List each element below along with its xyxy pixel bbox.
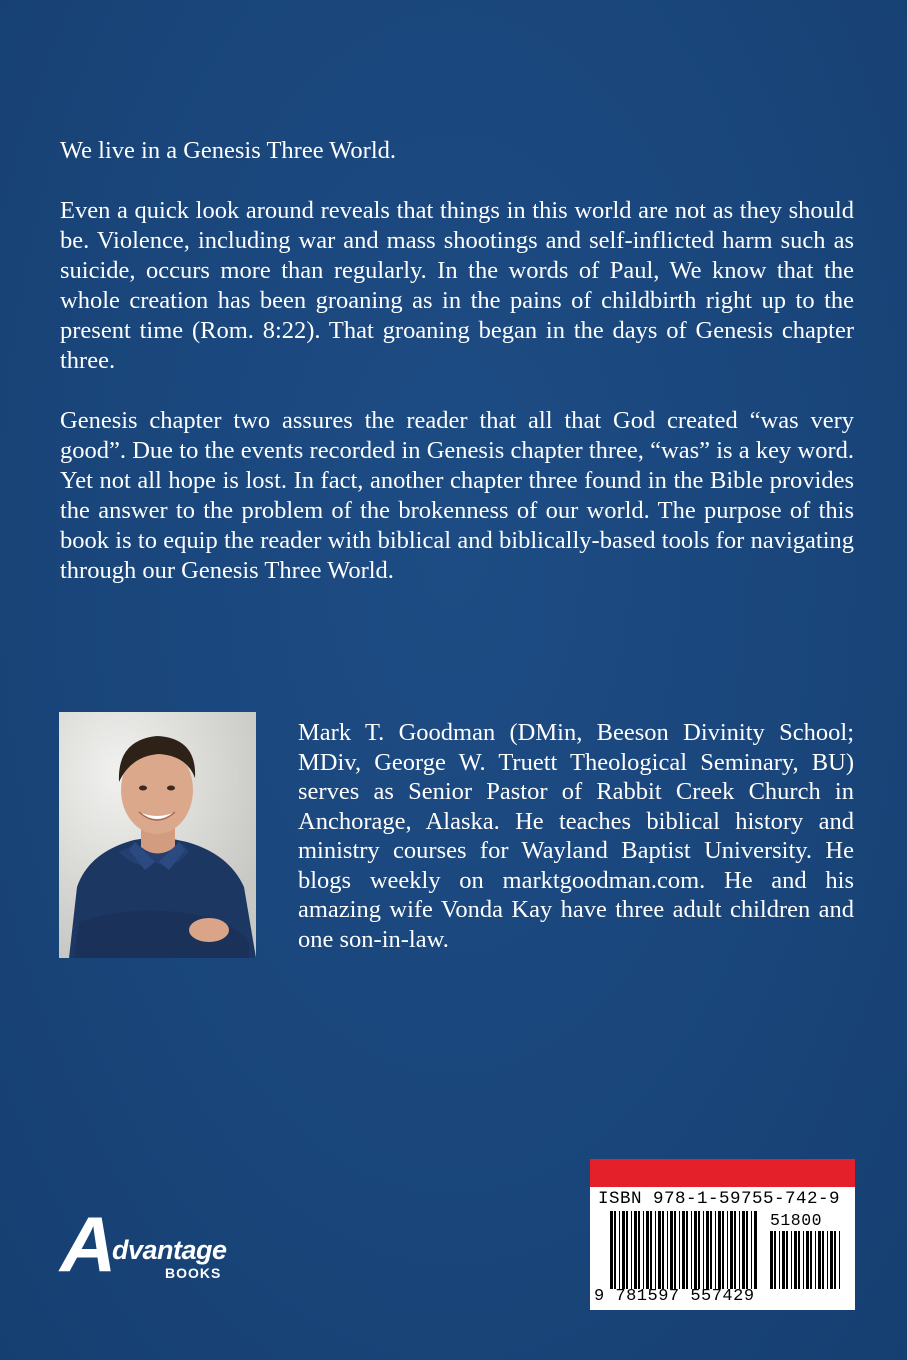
barcode-bar bbox=[691, 1211, 692, 1289]
barcode-bar bbox=[815, 1231, 816, 1289]
barcode-bar bbox=[839, 1231, 840, 1289]
barcode-bar bbox=[834, 1231, 836, 1289]
barcode-bar bbox=[643, 1211, 644, 1289]
barcode-bar bbox=[646, 1211, 649, 1289]
barcode-bar bbox=[674, 1211, 676, 1289]
barcode-bar bbox=[610, 1211, 613, 1289]
barcode-bar bbox=[730, 1211, 733, 1289]
author-photo bbox=[59, 712, 256, 958]
barcode-band bbox=[590, 1159, 855, 1187]
barcode-bar bbox=[810, 1231, 812, 1289]
barcode-bar bbox=[682, 1211, 685, 1289]
logo-sub: BOOKS bbox=[165, 1265, 222, 1281]
barcode-bar bbox=[774, 1231, 776, 1289]
barcode-bar bbox=[706, 1211, 709, 1289]
barcode-bar bbox=[686, 1211, 688, 1289]
barcode-bar bbox=[830, 1231, 833, 1289]
barcode-bar bbox=[739, 1211, 740, 1289]
barcode-bar bbox=[791, 1231, 792, 1289]
barcode-bar bbox=[655, 1211, 656, 1289]
barcode-bar bbox=[827, 1231, 828, 1289]
price-code: 51800 bbox=[770, 1211, 823, 1230]
barcode-bar bbox=[703, 1211, 704, 1289]
barcode-bar bbox=[718, 1211, 721, 1289]
barcode-bar bbox=[622, 1211, 625, 1289]
barcode-bar bbox=[626, 1211, 628, 1289]
barcode-bar bbox=[658, 1211, 661, 1289]
barcode-bar bbox=[722, 1211, 724, 1289]
barcode-bar bbox=[670, 1211, 673, 1289]
barcode-bar bbox=[614, 1211, 616, 1289]
barcode-bar bbox=[619, 1211, 620, 1289]
barcode-bar bbox=[662, 1211, 664, 1289]
barcode-bar bbox=[734, 1211, 736, 1289]
barcode-bar bbox=[822, 1231, 824, 1289]
barcode-bar bbox=[694, 1211, 697, 1289]
barcode-bar bbox=[751, 1211, 752, 1289]
barcode-bar bbox=[634, 1211, 637, 1289]
barcode-bar bbox=[742, 1211, 745, 1289]
barcode bbox=[590, 1159, 855, 1310]
blurb bbox=[60, 136, 854, 616]
logo-word: dvantage bbox=[112, 1235, 227, 1265]
barcode-bar bbox=[715, 1211, 716, 1289]
publisher-logo bbox=[60, 1200, 260, 1290]
blurb-paragraph-3: Genesis chapter two assures the reader that all that God created “was very good”. Due to the events recorded in Genesis chapter three, “was” is a key word. Yet not all hope is lost. In fact, another chapter three found in the Bible provides the answer to the problem of the brokenness of our world. The purpose of this book is to equip the reader with biblical and biblically-based tools for navigating through our Genesis Three World. bbox=[60, 407, 854, 584]
barcode-bar bbox=[803, 1231, 804, 1289]
ean-text: 9 781597 557429 bbox=[594, 1287, 755, 1306]
barcode-bar bbox=[770, 1231, 773, 1289]
blurb-paragraph-1: We live in a Genesis Three World. bbox=[60, 137, 397, 164]
barcode-bar bbox=[806, 1231, 809, 1289]
barcode-bar bbox=[779, 1231, 780, 1289]
barcode-bar bbox=[698, 1211, 700, 1289]
barcode-bar bbox=[794, 1231, 797, 1289]
barcode-bar bbox=[798, 1231, 800, 1289]
barcode-bar bbox=[710, 1211, 712, 1289]
barcode-bar bbox=[727, 1211, 728, 1289]
logo-letter: A bbox=[60, 1200, 115, 1288]
barcode-bar bbox=[650, 1211, 652, 1289]
barcode-bar bbox=[818, 1231, 821, 1289]
barcode-bar bbox=[782, 1231, 785, 1289]
barcode-addon-bars bbox=[770, 1231, 842, 1289]
barcode-bar bbox=[667, 1211, 668, 1289]
barcode-bar bbox=[786, 1231, 788, 1289]
barcode-bars bbox=[610, 1211, 760, 1289]
barcode-bar bbox=[754, 1211, 757, 1289]
barcode-bar bbox=[638, 1211, 640, 1289]
barcode-bar bbox=[679, 1211, 680, 1289]
isbn-text: ISBN 978-1-59755-742-9 bbox=[598, 1189, 841, 1209]
author-bio: Mark T. Goodman (DMin, Beeson Divinity School; MDiv, George W. Truett Theological Seminary, BU) serves as Senior Pastor of Rabbit Creek Church in Anchorage, Alaska. He teaches biblical history and ministry courses for Wayland Baptist University. He blogs weekly on marktgoodman.com. He and his amazing wife Vonda Kay have three adult children and one son-in-law. bbox=[298, 719, 854, 953]
barcode-bar bbox=[631, 1211, 632, 1289]
barcode-bar bbox=[746, 1211, 748, 1289]
blurb-paragraph-2: Even a quick look around reveals that things in this world are not as they should be. Violence, including war and mass shootings and self-inflicted harm such as suicide, occurs more than regularly. In the words of Paul, We know that the whole creation has been groaning as in the pains of childbirth right up to the present time (Rom. 8:22). That groaning began in the days of Genesis chapter three. bbox=[60, 197, 854, 374]
